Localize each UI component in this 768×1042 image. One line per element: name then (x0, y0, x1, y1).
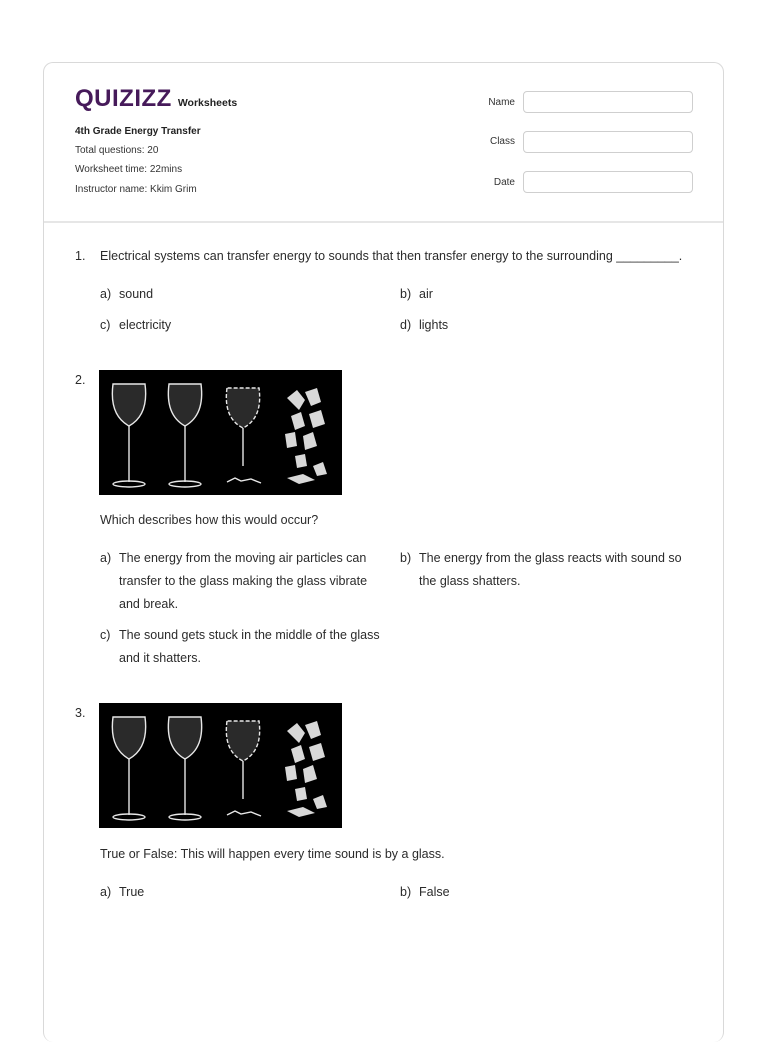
option-letter: d) (400, 318, 412, 332)
option-letter: a) (100, 551, 112, 565)
name-label: Name (488, 97, 515, 108)
option-letter: c) (100, 318, 111, 332)
option-text: The energy from the glass reacts with sound so the glass shatters. (419, 551, 682, 588)
shattering-glasses-image (99, 703, 342, 828)
option-text: The energy from the moving air particles can transfer to the glass making the glass vibrate and break. (119, 551, 368, 611)
option-letter: b) (400, 885, 412, 899)
question-text: True or False: This will happen every time sound is by a glass. (100, 847, 445, 861)
question-text: Electrical systems can transfer energy to sounds that then transfer energy to the surrounding _________. (100, 249, 683, 263)
option-text: The sound gets stuck in the middle of the glass and it shatters. (119, 628, 380, 665)
option-letter: b) (400, 287, 412, 301)
worksheet-page (43, 62, 724, 1042)
class-field[interactable] (523, 131, 693, 153)
instructor-name: Instructor name: Kkim Grim (75, 184, 197, 195)
worksheet-title: 4th Grade Energy Transfer (75, 126, 201, 137)
quizizz-logo (75, 85, 237, 113)
worksheet-time: Worksheet time: 22mins (75, 164, 183, 175)
logo-wordmark: QUIZIZZ (75, 85, 172, 112)
option-letter: a) (100, 885, 112, 899)
worksheet-header (44, 63, 723, 223)
question-number: 1. (75, 249, 86, 263)
shattering-glasses-image (99, 370, 342, 495)
option-letter: c) (100, 628, 111, 642)
option-letter: b) (400, 551, 412, 565)
option-text: sound (119, 287, 154, 301)
class-label: Class (489, 136, 515, 147)
option-text: False (419, 885, 450, 899)
date-label: Date (493, 177, 515, 188)
question-number: 3. (75, 706, 86, 720)
option-text: lights (419, 318, 449, 332)
option-text: electricity (119, 318, 172, 332)
name-field[interactable] (523, 91, 693, 113)
total-questions: Total questions: 20 (75, 145, 159, 156)
option-text: air (419, 287, 433, 301)
option-text: True (119, 885, 145, 899)
question-text: Which describes how this would occur? (100, 513, 319, 527)
option-letter: a) (100, 287, 112, 301)
question-number: 2. (75, 373, 86, 387)
date-field[interactable] (523, 171, 693, 193)
logo-product: Worksheets (177, 97, 238, 109)
